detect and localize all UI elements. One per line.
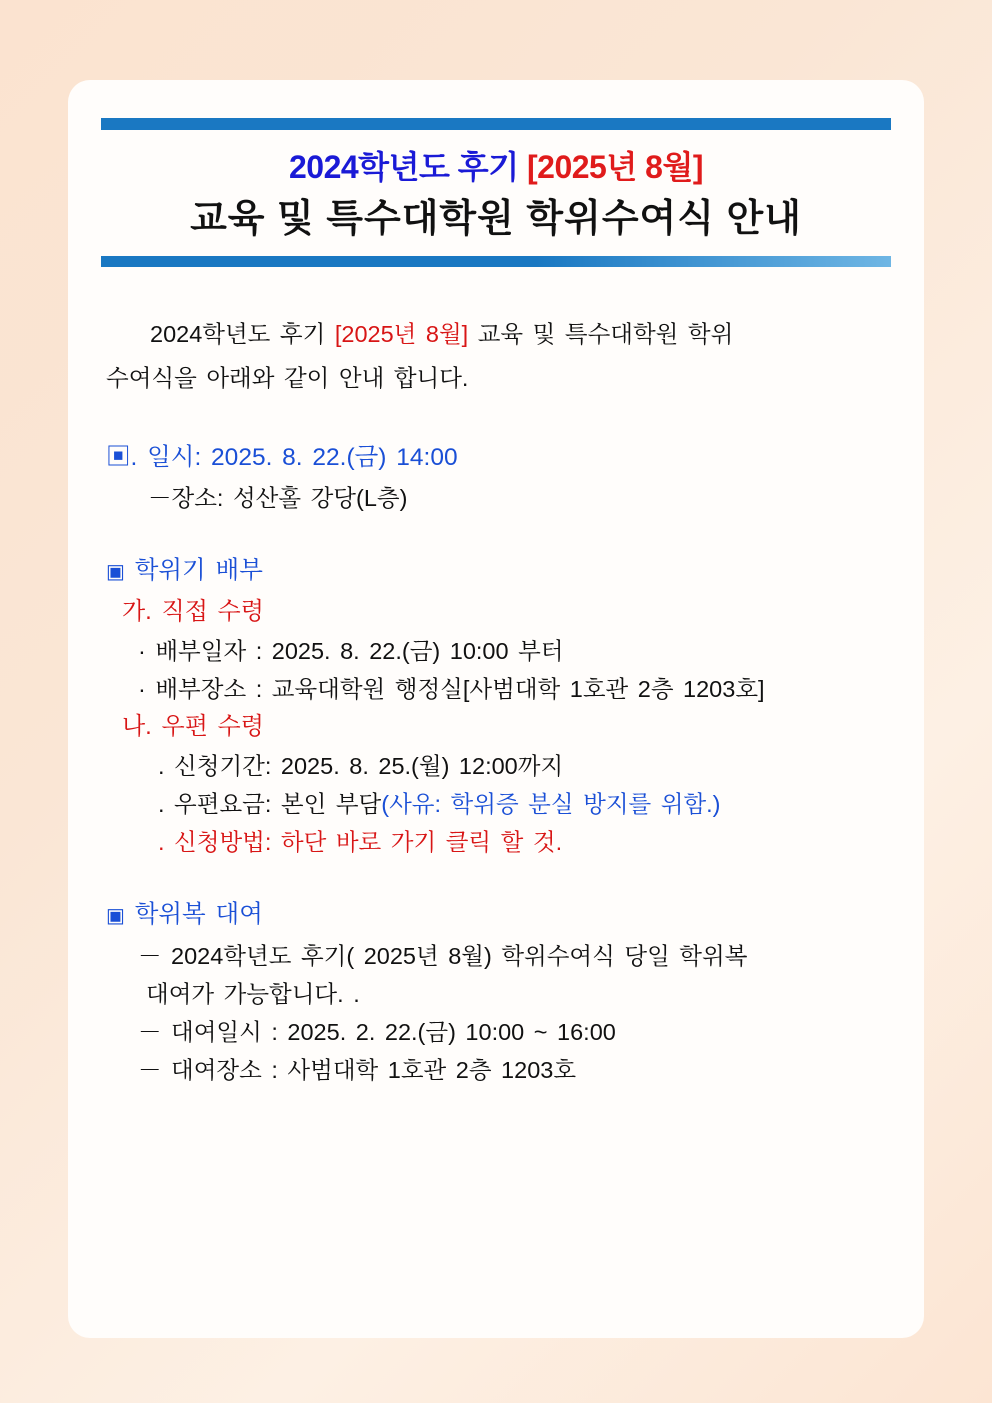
spacer-1 [106, 404, 884, 438]
title-term-label: 2024학년도 후기 [288, 149, 527, 185]
gown-heading [106, 895, 884, 935]
schedule-place: －장소: 성산홀 강당(L층) [148, 485, 408, 512]
diploma-item-a-title: 가. 직접 수령 [122, 597, 264, 625]
spacer-2 [106, 517, 884, 551]
top-divider-bar [101, 118, 891, 130]
gown-rental-datetime: － 대여일시 : 2025. 2. 22.(금) 10:00 ~ 16:00 [138, 1018, 616, 1045]
title-block [98, 130, 894, 256]
intro-paragraph-line2: 수여식을 아래와 같이 안내 합니다. [106, 365, 469, 392]
gown-rental-place: － 대여장소 : 사범대학 1호관 2층 1203호 [138, 1056, 577, 1083]
notice-page [68, 80, 924, 1338]
title-date-label: [2025년 8월] [527, 149, 704, 185]
title-line-1 [98, 146, 894, 189]
square-bullet-icon: ▣ [106, 905, 125, 927]
diploma-heading-label: 학위기 배부 [134, 557, 263, 585]
title-line-2: 교육 및 특수대학원 학위수여식 안내 [190, 198, 802, 241]
intro-date-highlight: [2025년 8월] [334, 321, 469, 348]
spacer-3 [106, 861, 884, 895]
diploma-heading [106, 551, 884, 591]
diploma-a-place: · 배부장소 : 교육대학원 행정실[사범대학 1호관 2층 1203호] [138, 675, 765, 702]
square-bullet-icon: ▣ [106, 561, 125, 584]
schedule-heading: ▣. 일시: 2025. 8. 22.(금) 14:00 [106, 443, 458, 471]
diploma-b-apply-method: . 신청방법: 하단 바로 가기 클릭 할 것. [158, 828, 563, 855]
diploma-item-b-title: 나. 우편 수령 [122, 712, 264, 740]
diploma-b-period: . 신청기간: 2025. 8. 25.(월) 12:00까지 [158, 752, 564, 779]
gown-line-2: 대여가 가능합니다. . [146, 980, 360, 1007]
gown-heading-label: 학위복 대여 [134, 901, 263, 928]
notice-content [98, 118, 894, 1089]
gown-line-1: － 2024학년도 후기( 2025년 8월) 학위수여식 당일 학위복 [138, 942, 748, 969]
intro-part-3: 교육 및 특수대학원 학위 [468, 321, 734, 348]
diploma-a-date: · 배부일자 : 2025. 8. 22.(금) 10:00 부터 [138, 637, 564, 664]
bottom-divider-bar [101, 256, 891, 267]
notice-body [98, 315, 894, 1089]
intro-part-1: 2024학년도 후기 [150, 321, 335, 348]
diploma-b-fee-reason: (사유: 학위증 분실 방지를 위함.) [381, 790, 721, 817]
diploma-b-fee [106, 785, 884, 823]
intro-paragraph [106, 315, 884, 353]
diploma-b-fee-label: . 우편요금: 본인 부담 [158, 790, 382, 817]
